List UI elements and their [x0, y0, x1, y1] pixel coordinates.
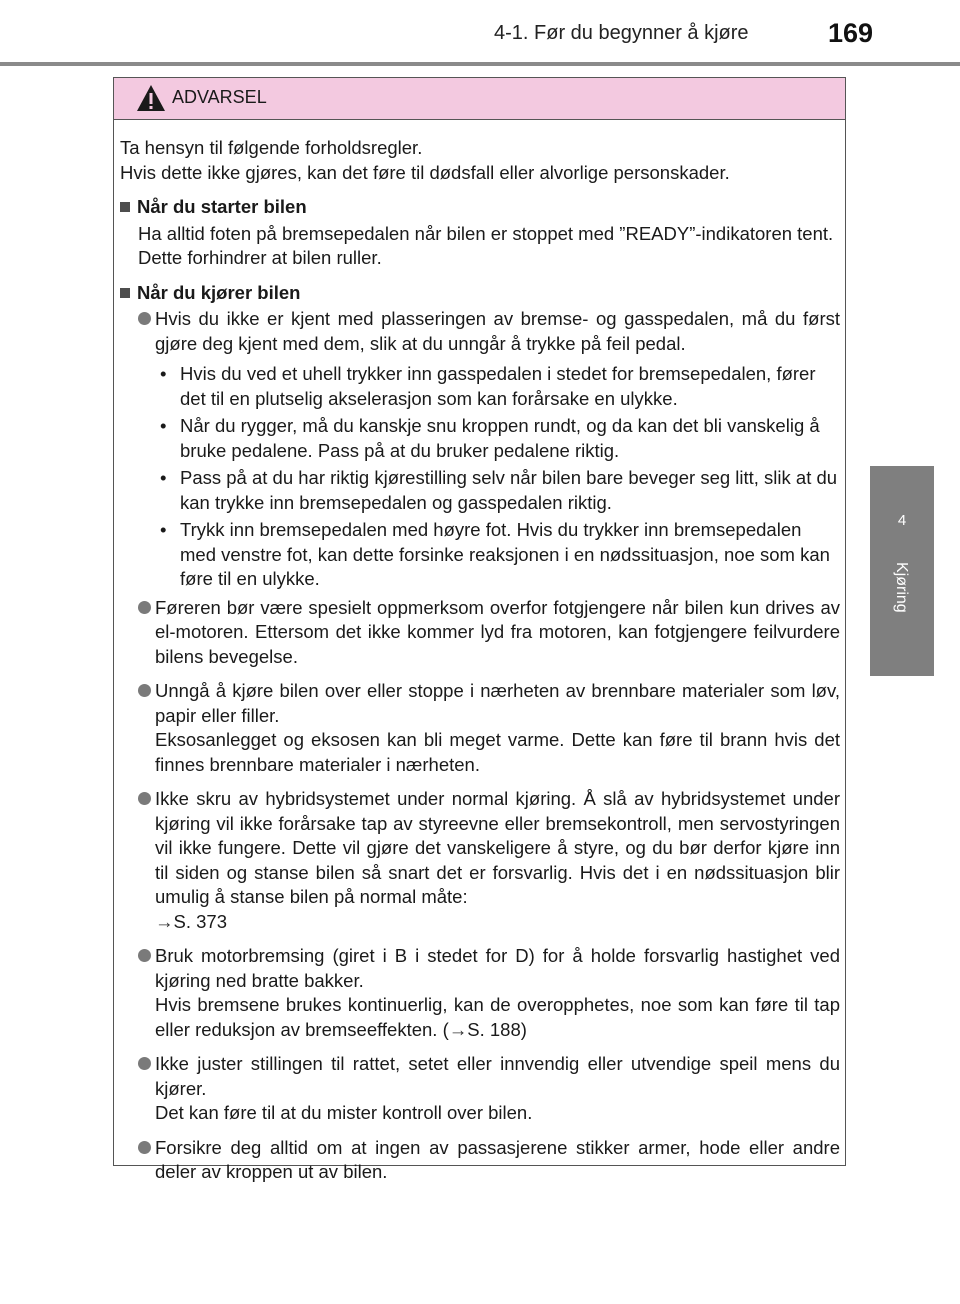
circle-bullet-icon [138, 601, 151, 614]
list-item: • Hvis du ved et uhell trykker inn gasspedalen i stedet for bremsepedalen, fører det til en plutselig akselerasjon som kan forårsake en ulykke. [160, 363, 816, 409]
section-driving [120, 281, 840, 306]
list-item: Unngå å kjøre bilen over eller stoppe i nærheten av brennbare materialer som løv, papir eller filler. Eksosanlegget og eksosen kan bli meget varme. Dette kan føre til brann hvis det finnes brennbare materialer i nærheten. [138, 679, 840, 777]
warning-body [120, 136, 840, 1195]
list-item: Ikke skru av hybridsystemet under normal kjøring. Å slå av hybridsystemet under kjøring vil ikke forårsake tap av styreevne eller bremsekontroll, men servostyringen vil ikke fungere. Dette vil gjøre det vanskeligere å styre, og du bør derfor kjøre inn til siden og stanse bilen så snart det er forsvarlig. Hvis det i en nødssituasjon blir umulig å stanse bilen på normal måte: →S. 373 [138, 787, 840, 934]
page-reference-link[interactable]: S. 188) [467, 1018, 527, 1040]
page-number: 169 [828, 18, 874, 48]
page-reference-link[interactable]: S. 373 [173, 910, 227, 932]
header-divider [0, 62, 960, 66]
warning-triangle-icon [136, 84, 166, 112]
circle-bullet-icon [138, 949, 151, 962]
warning-box [113, 77, 846, 1182]
section-starting-text: Ha alltid foten på bremsepedalen når bilen er stoppet med ”READY”-indikatoren tent. Dette forhindrer at bilen ruller. [138, 222, 834, 268]
intro-line-1: Ta hensyn til følgende forholdsregler. [120, 137, 423, 158]
circle-bullet-icon [138, 684, 151, 697]
square-bullet-icon [120, 202, 130, 212]
list-item: Føreren bør være spesielt oppmerksom overfor fotgjengere når bilen kun drives av el-motoren. Ettersom det ikke kommer lyd fra motoren, kan fotgjengere feilvurdere bilens bevegelse. [138, 596, 840, 670]
list-item: • Trykk inn bremsepedalen med høyre fot. Hvis du trykker inn bremsepedalen med venstre fot, kan dette forsinke reaksjonen i en nødssituasjon, noe som kan føre til en ulykke. [160, 519, 830, 589]
warning-intro [120, 136, 840, 185]
list-item: • Pass på at du har riktig kjørestilling selv når bilen bare beveger seg litt, slik at du kan trykke inn bremsepedalen og gasspedalen riktig. [160, 467, 838, 513]
list-item: Hvis du ikke er kjent med plasseringen av bremse- og gasspedalen, må du først gjøre deg kjent med dem, slik at du unngår å trykke på feil pedal. [138, 307, 840, 356]
arrow-right-icon: → [448, 1018, 468, 1040]
warning-header [114, 78, 845, 120]
chapter-number: 4 [897, 512, 907, 529]
section-title: 4-1. Før du begynner å kjøre [494, 22, 749, 44]
circle-bullet-icon [138, 792, 151, 805]
circle-bullet-icon [138, 312, 151, 325]
list-item: • Når du rygger, må du kanskje snu kroppen rundt, og da kan det bli vanskelig å bruke pedalene. Pass på at du bruker pedalene riktig. [160, 415, 820, 461]
warning-title: ADVARSEL [172, 87, 267, 107]
intro-line-2: Hvis dette ikke gjøres, kan det føre til dødsfall eller alvorlige personskader. [120, 161, 730, 183]
pedal-bullets [160, 362, 840, 592]
square-bullet-icon [120, 288, 130, 298]
circle-bullet-icon [138, 1141, 151, 1154]
arrow-right-icon: → [155, 910, 174, 932]
section-driving-title: Når du kjører bilen [137, 281, 301, 303]
section-starting-title: Når du starter bilen [137, 196, 307, 217]
list-item: Forsikre deg alltid om at ingen av passasjerene stikker armer, hode eller andre deler av kroppen ut av bilen. [138, 1136, 840, 1185]
list-item: Ikke juster stillingen til rattet, setet eller innvendig eller utvendige speil mens du kjører. Det kan føre til at du mister kontroll over bilen. [138, 1052, 840, 1126]
chapter-label: Kjøring [893, 562, 910, 613]
section-starting [120, 195, 840, 220]
circle-bullet-icon [138, 1057, 151, 1070]
chapter-tab [870, 466, 934, 676]
list-item: Bruk motorbremsing (giret i B i stedet for D) for å holde forsvarlig hastighet ved kjøring ned bratte bakker. Hvis bremsene brukes kontinuerlig, kan de overopphetes, noe som kan føre til tap eller reduksjon av bremseeffekten. (→S. 188) [138, 944, 840, 1042]
